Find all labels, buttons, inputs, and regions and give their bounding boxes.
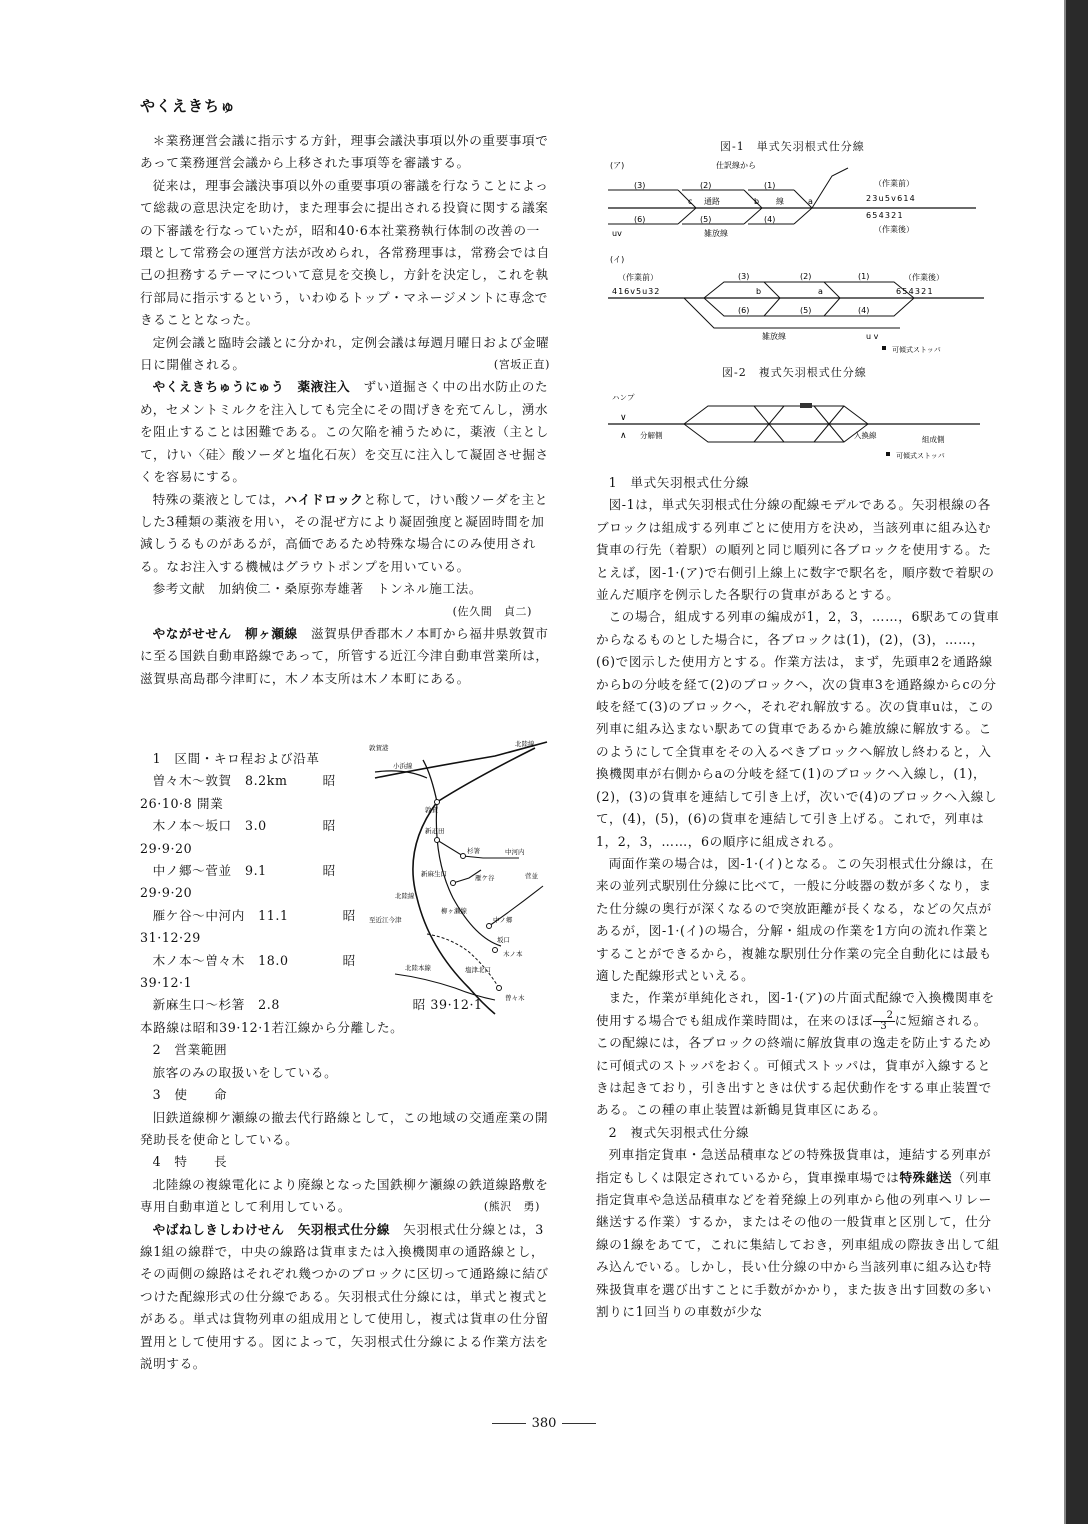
paragraph-text: 列車指定貨車・急送品積車などの特殊扱貨車は，連結する列車が指定もしくは限定されているから，貨車操車場では	[596, 1147, 992, 1185]
fig-label: 可傾式ストッパ	[896, 452, 945, 460]
entry-yanagase	[140, 623, 550, 690]
fig-label: (ア)	[610, 161, 625, 170]
fig-label: （作業後）	[904, 273, 944, 282]
route-section	[153, 770, 293, 792]
map-label: 北陸線	[515, 740, 535, 748]
route-note: 本路線は昭和39·12·1若江線から分離した。	[140, 1019, 404, 1035]
map-label: 中ノ郷	[493, 916, 513, 924]
map-label: 木ノ本	[503, 950, 523, 958]
figure-1-caption: 図-1 単式矢羽根式仕分線	[720, 140, 865, 153]
fig-label: (6)	[738, 306, 750, 315]
fig-label: (4)	[858, 306, 870, 315]
paragraph: 図-1は，単式矢羽根式仕分線の配線モデルである。矢羽根線の各ブロックは組成する列車ごとに使用方を決め，当該列車に組み込む貨車の行先（着駅）の順列と同じ順列に各ブロックを使用する。たとえば，図-1·(ア)で右側引上線上に数字で駅名を，順序数で着駅の並んだ順序を例示した各駅行の貨車があるとする。	[596, 497, 995, 603]
track-switch	[744, 190, 762, 224]
paragraph-text: 特殊の薬液としては，	[152, 491, 285, 507]
map-label: 雁ケ谷	[475, 874, 495, 882]
left-column	[140, 130, 550, 690]
track-block-upper	[704, 282, 914, 298]
fig-label: (1)	[858, 272, 870, 281]
fig-label: c	[688, 197, 693, 206]
route-map	[365, 738, 555, 1020]
map-label: 曽々木	[505, 994, 525, 1002]
stopper-marker	[886, 452, 890, 456]
fig-label: 416v5u32	[612, 287, 661, 296]
route-km: 2.8	[258, 997, 280, 1013]
map-station	[435, 838, 440, 843]
paragraph-text: 定例会議と臨時会議とに分かれ，定例会議は毎週月曜日および金曜日に開催される。	[140, 334, 550, 373]
fraction-denominator: 3	[880, 1020, 888, 1032]
route-era: 昭	[322, 773, 336, 789]
entry-text: ずい道掘さく中の出水防止のため，セメントミルクを注入しても完全にその間げきを充てんし，湧水を阻止することは困難である。この欠陥を補うために，薬液（主として，けい〈硅〉酸ソーダと塩化石灰）を交互に注入して凝固させ掘さくを容易にする。	[140, 379, 550, 485]
paragraph: 両面作業の場合は，図-1·(イ)となる。この矢羽根式仕分線は，在来の並列式駅別仕分線に比べて，一般に分岐器の数が多くなり，また仕分線の奥行が深くなるので突放距離が長くなる，などの欠点があるが，図-1·(イ)の場合，分解・組成の作業を1方向の流れ作業とすることができるから，複雑な駅別仕分作業の完全自動化には最も適した配線形式といえる。	[596, 855, 994, 983]
stopper-marker	[882, 346, 886, 350]
paragraph	[596, 1144, 1000, 1323]
route-section	[153, 860, 293, 882]
section-text-body: 北陸線の複線電化により廃線となった国鉄柳ケ瀬線の鉄道線路敷を専用自動車道として利用している。	[140, 1176, 549, 1215]
map-label: 新疋田	[425, 827, 445, 835]
hump-marker: ∧	[620, 431, 627, 441]
page-number-text: 380	[531, 1416, 557, 1431]
page-number-rule	[562, 1423, 596, 1424]
map-line-hokuriku-honsen	[395, 974, 495, 1000]
map-label: 中河内	[505, 848, 525, 856]
fig-label: (4)	[764, 215, 776, 224]
fig-label: 通路	[704, 197, 720, 206]
locomotive	[800, 403, 812, 408]
fig-label: a	[818, 287, 823, 296]
track-lead	[812, 168, 848, 208]
right-column	[596, 472, 1000, 1323]
route-era: 昭	[342, 907, 356, 923]
route-era: 昭	[322, 863, 336, 879]
route-km: 9.1	[244, 863, 267, 879]
entry-heading: やばねしきしわけせん 矢羽根式仕分線	[152, 1221, 391, 1237]
fig-label: (2)	[800, 272, 812, 281]
fig-label: ハンプ	[612, 393, 635, 402]
entry-heading: やくえきちゅうにゅう 薬液注入	[152, 379, 351, 395]
fig-label: （作業前）	[618, 273, 658, 282]
route-section-name: 中ノ郷～菅並	[152, 863, 232, 879]
route-km: 18.0	[258, 952, 289, 968]
paragraph: この場合，組成する列車の編成が1，2，3，……，6駅あての貨車からなるものとした場合に，各ブロックは(1)，(2)，(3)，……，(6)で図示した使用方とする。作業方法は，まず，先頭車2を通路線からbの分岐を経て(2)のブロックへ，次の貨車3を通路線からcの分岐を経て(3)のブロックへ，それぞれ解放する。次の貨車uは，この列車に組み込まない駅あての貨車であるから雑放線に解放する。このようにして全貨車をその入るべきブロックへ解放し終わると，入換機関車が右側からaの分岐を経て(1)のブロックへ入線し，(1)，(2)，(3)の貨車を連結して引き上げ，次いで(4)のブロックへ入線して，(4)，(5)，(6)の貨車を連結して引き上げる。これで，列車は1，2，3，……，6の順序に組成される。	[596, 609, 1000, 849]
route-km: 11.1	[258, 907, 289, 923]
fig-label: 分解側	[640, 431, 663, 440]
paragraph	[140, 489, 550, 579]
entry-text: 滋賀県伊香郡木ノ本町から福井県敦賀市に至る国鉄自動車路線であって，所管する近江今津自動車営業所は，滋賀県高島郡今津町に，木ノ本支所は木ノ本町にある。	[140, 625, 549, 686]
route-km: 3.0	[244, 818, 267, 834]
section-title: 2 営業範囲	[152, 1042, 228, 1058]
entry-yakueki	[140, 376, 550, 488]
fig-label: (3)	[634, 181, 646, 190]
map-station	[451, 881, 456, 886]
route-section	[153, 815, 293, 837]
route-date: 39·12·1	[140, 975, 193, 991]
fig-label: 雑放線	[704, 229, 728, 238]
paragraph-text: と称して，けい酸ソーダを主とした3種類の薬液を用い，その混ぜ方により凝固強度と凝固時間を加減しうるものがあるが，高価であるため特殊な場合にのみ使用される。なお注入する機械はグラウトポンプを用いている。	[140, 491, 548, 574]
fig-label: (5)	[700, 215, 712, 224]
map-label: 坂口	[497, 936, 510, 944]
route-era: 昭	[322, 818, 336, 834]
map-line-hokuriku-main	[413, 748, 535, 1014]
track-switch	[794, 190, 812, 224]
map-label: 菅並	[525, 872, 538, 880]
route-date: 29·9·20	[140, 885, 193, 901]
map-label: 敦賀港	[369, 744, 389, 752]
route-date: 26·10·8 開業	[140, 795, 224, 811]
fig-label: (1)	[764, 181, 776, 190]
page-number-rule	[492, 1423, 526, 1424]
track-switch	[764, 282, 780, 316]
fig-label: 23u5v614	[866, 194, 916, 203]
fig-label: b	[756, 287, 762, 296]
fig-label: 入換線	[854, 431, 877, 440]
entry-text: 矢羽根式仕分線とは，3線1組の線群で，中央の線路は貨車または入換機関車の通路線とし，その両側の線路はそれぞれ幾つかのブロックに区切って通路線に結びつけた配線形式の仕分線である。矢羽根式仕分線には，単式と複式とがある。単式は貨物列車の組成用として使用し，複式は貨車の仕分留置用として使用する。図によって，矢羽根式仕分線による作業方法を説明する。	[140, 1221, 550, 1371]
paragraph-text: に短縮される。この配線には，各ブロックの終端に解放貨車の逸走を防止するために可傾式のストッパをおく。可傾式ストッパは，貨車が入線するときは起きており，引き出すときは伏する起伏動作をする車止装置である。この種の車止装置は新鶴見貨車区にある。	[596, 1012, 992, 1118]
section-title: 2 複式矢羽根式仕分線	[608, 1124, 750, 1140]
entry-yabane	[140, 1219, 550, 1376]
fig-label: a	[808, 197, 813, 206]
section-text: 旧鉄道線柳ケ瀬線の撤去代行路線として，この地域の交通産業の開発助長を使命としている。	[140, 1109, 549, 1147]
route-date: 昭 39·12·1	[412, 997, 483, 1013]
fig-label: （作業前）	[874, 179, 914, 188]
fig-label: （作業後）	[874, 225, 914, 234]
map-label: 新麻生口	[421, 870, 447, 878]
fig-label: uv	[612, 229, 622, 238]
bold-term: 特殊継送	[899, 1169, 953, 1185]
map-station	[461, 854, 466, 859]
map-label: 至近江今津	[369, 916, 402, 924]
fig-label: 線	[776, 197, 784, 206]
fraction	[873, 1011, 895, 1032]
fig-label: (2)	[700, 181, 712, 190]
hump-marker: ∨	[620, 413, 627, 423]
running-header: やくえきちゅ	[140, 97, 237, 115]
section-title: 1 区間・キロ程および沿革	[152, 751, 320, 766]
section-title: 3 使 命	[152, 1087, 228, 1103]
page-number	[0, 1416, 1088, 1431]
route-section-name: 木ノ本～曽々木	[152, 952, 245, 968]
author-signature: (熊沢 勇)	[483, 1200, 540, 1214]
map-label: 北陸本線	[405, 964, 431, 972]
map-label: 小浜線	[393, 762, 413, 770]
fig-label: 雑放線	[762, 332, 786, 341]
map-label: 北陸線	[395, 892, 415, 900]
paragraph: ＊業務運営会議に指示する方針，理事会議決事項以外の重要事項であって業務運営会議から上移された事項等を審議する。	[140, 133, 549, 171]
section-text	[140, 1174, 550, 1219]
map-station	[493, 948, 498, 953]
fig-label: 654321	[896, 287, 934, 296]
map-station	[487, 924, 492, 929]
fig-label: (3)	[738, 272, 750, 281]
map-road-imazu	[427, 934, 499, 988]
fig-label: (5)	[800, 306, 812, 315]
fig-label: (6)	[634, 215, 646, 224]
fig-label: 組成側	[922, 435, 945, 444]
track-switch	[824, 282, 840, 316]
section-title: 1 単式矢羽根式仕分線	[608, 475, 750, 490]
fig-label: b	[754, 197, 760, 206]
fig-label: 可傾式ストッパ	[892, 346, 941, 354]
route-section-name: 雁ケ谷～中河内	[152, 907, 245, 923]
route-section-name: 曽々木～敦賀	[152, 773, 232, 789]
figure-1-diagram	[604, 156, 988, 356]
route-date: 29·9·20	[140, 840, 193, 856]
bold-term: ハイドロック	[284, 491, 364, 507]
entry-heading: やながせせん 柳ヶ瀬線	[152, 625, 298, 641]
author-signature: (佐久間 貞二)	[452, 604, 532, 618]
figure-2-caption: 図-2 複式矢羽根式仕分線	[722, 366, 867, 379]
figure-2-diagram	[604, 386, 988, 466]
paragraph-text: （列車指定貨車や急送品積車などを着発線上の列車から他の列車へリレー継送する作業）するか，またはその他の一般貨車と区別して，仕分線の1線をあてて，これに集結しておき，列車組成の際抜き出して組み込んでいる。しかし，長い仕分線の中から当該列車に組み込む特殊扱貨車を選び出すことに手数がかかり，また抜き出す回数の多い割りに1回当りの車数が少な	[596, 1169, 1000, 1320]
route-km: 8.2km	[244, 773, 288, 789]
map-label: 柳ヶ瀬線	[441, 907, 467, 915]
map-label: 塩津北口	[465, 966, 491, 974]
section-text: 旅客のみの取扱いをしている。	[152, 1064, 338, 1080]
paragraph-text: また，作業が単純化され，図-1·(ア)の片面式配線で入換機関車を使用する場合でも組成作業時間は，在来のほぼ	[596, 990, 995, 1028]
paragraph	[596, 987, 1000, 1121]
fig-label: u v	[866, 332, 879, 341]
reference: 参考文献 加納倹二・桑原弥寿雄著 トンネル施工法。	[152, 581, 483, 597]
scan-edge-shadow	[1066, 0, 1088, 1524]
route-date: 31·12·29	[140, 930, 201, 946]
map-station	[497, 986, 502, 991]
paragraph: 従来は，理事会議決事項以外の重要事項の審議を行なうことによって総裁の意思決定を助け，また理事会に提出される投資に関する議案の下審議を行なっていたが，昭和40·6本社業務執行体制の改善の一環として常務会の運営方法が改められ，各常務理事は，常務会では自己の担務するテーマについて意見を交換し，方針を決定し，これを執行部局に指示するという，いわゆるトップ・マネージメントに専念できることとなった。	[140, 177, 550, 328]
route-era: 昭	[342, 952, 356, 968]
route-section	[153, 905, 313, 927]
fig-label: 654321	[866, 211, 904, 220]
fraction-numerator: 2	[873, 1011, 895, 1022]
track-switch	[678, 190, 696, 224]
author-signature: (宮坂正直)	[493, 358, 550, 372]
route-section	[153, 950, 313, 972]
map-station	[435, 800, 440, 805]
route-section-name: 新麻生口～杉箸	[152, 997, 245, 1013]
section-title: 4 特 長	[152, 1154, 228, 1170]
paragraph	[140, 332, 550, 377]
route-section-name: 木ノ本～坂口	[152, 818, 232, 834]
map-label: 敦賀	[425, 806, 438, 814]
map-label: 杉箸	[467, 847, 480, 855]
fig-label: 仕訳線から	[716, 161, 756, 170]
fig-label: (イ)	[610, 255, 625, 264]
